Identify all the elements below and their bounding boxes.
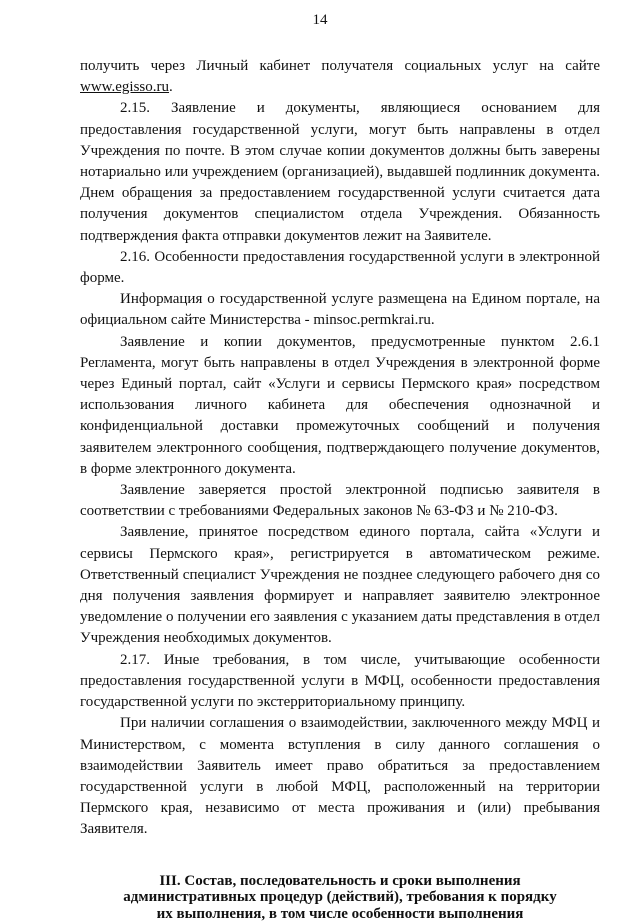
section-heading-line: административных процедур (действий), требования к порядку (123, 889, 557, 906)
paragraph-signature: Заявление заверяется простой электронной подписью заявителя в соответствии с требованиями Федеральных законов № 63-ФЗ и № 210-ФЗ. (80, 482, 600, 520)
egisso-link[interactable]: www.egisso.ru (80, 79, 170, 96)
paragraph-registration: Заявление, принятое посредством единого портала, сайта «Услуги и сервисы Пермского края», регистрируется в автоматическом режиме. Ответственный специалист Учреждения не позднее следующего рабочего дня со дня получения заявления формирует и направляет заявителю электронное уведомление о получении его заявления с указанием даты представления в отдел Учреждения необходимых документов. (80, 524, 600, 647)
paragraph-info-portal: Информация о государственной услуге размещена на Едином портале, на официальном сайте Министерства - minsoc.permkrai.ru. (80, 291, 600, 329)
paragraph-text-end: . (169, 79, 173, 96)
paragraph-mfc-agreement: При наличии соглашения о взаимодействии, заключенного между МФЦ и Министерством, с момента вступления в силу данного соглашения о взаимодействии Заявитель имеет право обратиться за предоставлением государственной услуги в любой МФЦ, расположенный на территории Пермского края, независимо от места проживания и (или) пребывания Заявителя. (80, 715, 600, 838)
paragraph-2-16: 2.16. Особенности предоставления государственной услуги в электронной форме. (80, 248, 600, 287)
section-heading-line: их выполнения, в том числе особенности выполнения (156, 905, 524, 922)
paragraph-2-15: 2.15. Заявление и документы, являющиеся основанием для предоставления государственной услуги, могут быть направлены в отдел Учреждения по почте. В этом случае копии документов должны быть заверены нотариально или учреждением (организацией), выдавшей подлинник документа. Днем обращения за предоставлением государственной услуги считается дата получения документов специалистом отдела Учреждения. Обязанность подтверждения факта отправки документов лежит на Заявителе. (80, 100, 600, 244)
paragraph-text: получить через Личный кабинет получателя социальных услуг на сайте (80, 58, 600, 74)
paragraph-2-17: 2.17. Иные требования, в том числе, учитывающие особенности предоставления государственной услуги в МФЦ, особенности предоставления государственной услуги по экстерриториальному принципу. (80, 651, 600, 711)
paragraph-electronic-submission: Заявление и копии документов, предусмотренные пунктом 2.6.1 Регламента, могут быть направлены в отдел Учреждения в электронной форме через Единый портал, сайт «Услуги и сервисы Пермского края» посредством использования личного кабинета для обеспечения однозначной и конфиденциальной доставки промежуточных сообщений и получения заявителем электронного сообщения, подтверждающего получение документов, в форме электронного документа. (80, 333, 600, 477)
page-number: 14 (312, 12, 328, 28)
section-heading (80, 873, 600, 922)
section-heading-line: III. Состав, последовательность и сроки выполнения (159, 872, 521, 889)
paragraph-egisso (80, 56, 600, 98)
document-body (80, 56, 600, 922)
